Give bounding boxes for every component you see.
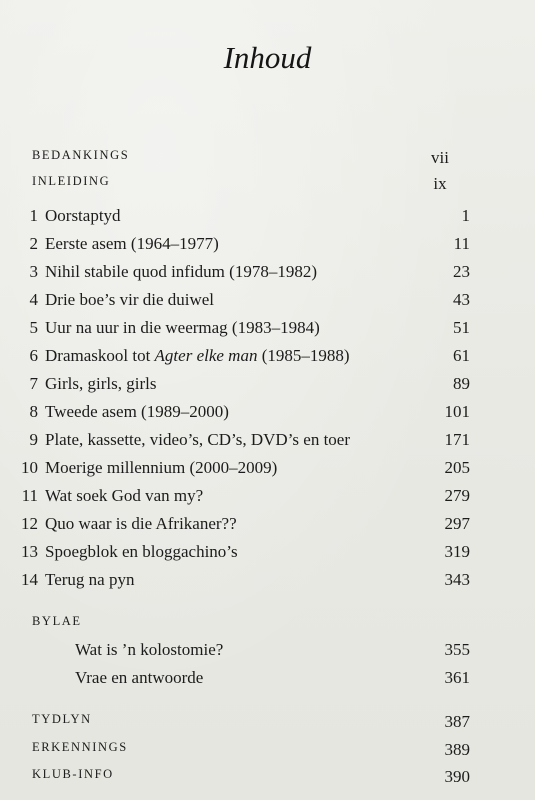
- toc-entry-label: BEDANKINGS: [32, 148, 130, 162]
- toc-chapter-1: [0, 206, 535, 232]
- chapter-title: Nihil stabile quod infidum (1978–1982): [45, 262, 317, 281]
- chapter-number: 12: [21, 514, 38, 533]
- appendix-heading: BYLAE: [32, 614, 82, 628]
- toc-entry-label: INLEIDING: [32, 174, 111, 188]
- chapter-page: 61: [453, 346, 470, 365]
- chapter-title: Plate, kassette, video’s, CD’s, DVD’s en toer: [45, 430, 351, 449]
- toc-chapter-6: [0, 346, 535, 372]
- chapter-page: 171: [444, 430, 470, 449]
- toc-appendix-item-1: [0, 640, 535, 666]
- appendix-item-page: 355: [444, 640, 470, 659]
- toc-entry-page: 390: [444, 767, 470, 786]
- chapter-title: Oorstaptyd: [45, 206, 121, 225]
- toc-entry-page: ix: [433, 174, 447, 193]
- toc-chapter-5: [0, 318, 535, 344]
- chapter-page: 205: [444, 458, 470, 477]
- toc-chapter-9: [0, 430, 535, 456]
- chapter-title: Girls, girls, girls: [45, 374, 157, 393]
- chapter-page: 319: [444, 542, 470, 561]
- chapter-page: 279: [444, 486, 470, 505]
- toc-chapter-10: [0, 458, 535, 484]
- toc-entry-tydlyn: [0, 712, 535, 738]
- toc-chapter-2: [0, 234, 535, 260]
- chapter-number: 14: [21, 570, 38, 589]
- toc-chapter-3: [0, 262, 535, 288]
- appendix-item-title: Vrae en antwoorde: [75, 668, 204, 687]
- toc-entry-page: 387: [444, 712, 470, 731]
- chapter-title: Terug na pyn: [45, 570, 135, 589]
- toc-entry-klub-info: [0, 767, 535, 793]
- chapter-title: Moerige millennium (2000–2009): [45, 458, 278, 477]
- toc-chapter-11: [0, 486, 535, 512]
- chapter-title: [45, 346, 350, 366]
- appendix-item-title: Wat is ’n kolostomie?: [75, 640, 224, 659]
- chapter-page: 89: [453, 374, 470, 393]
- toc-entry-label: KLUB-INFO: [32, 767, 114, 781]
- toc-chapter-8: [0, 402, 535, 428]
- chapter-page: 297: [444, 514, 470, 533]
- chapter-number: 1: [29, 206, 38, 225]
- chapter-page: 101: [444, 402, 470, 421]
- chapter-page: 11: [453, 234, 470, 253]
- chapter-title: Spoegblok en bloggachino’s: [45, 542, 238, 561]
- toc-section-bylae: [0, 614, 535, 640]
- toc-appendix-item-2: [0, 668, 535, 694]
- chapter-title: Drie boe’s vir die duiwel: [45, 290, 215, 309]
- chapter-page: 1: [461, 206, 470, 225]
- toc-chapter-14: [0, 570, 535, 596]
- appendix-item-page: 361: [444, 668, 470, 687]
- chapter-number: 11: [21, 486, 38, 505]
- toc-entry-label: ERKENNINGS: [32, 740, 128, 754]
- chapter-number: 4: [29, 290, 38, 309]
- chapter-number: 3: [29, 262, 38, 281]
- toc-entry-page: 389: [444, 740, 470, 759]
- chapter-number: 9: [29, 430, 38, 449]
- chapter-title: Quo waar is die Afrikaner??: [45, 514, 237, 533]
- chapter-title-italic: Agter elke man: [154, 346, 258, 365]
- chapter-page: 51: [453, 318, 470, 337]
- toc-chapter-13: [0, 542, 535, 568]
- chapter-page: 43: [453, 290, 470, 309]
- toc-entry-bedankings: [0, 148, 535, 174]
- chapter-page: 343: [444, 570, 470, 589]
- chapter-title: Eerste asem (1964–1977): [45, 234, 219, 253]
- page-title: Inhoud: [223, 40, 312, 75]
- toc-chapter-12: [0, 514, 535, 540]
- toc-entry-erkennings: [0, 740, 535, 766]
- chapter-number: 10: [21, 458, 38, 477]
- toc-chapter-4: [0, 290, 535, 316]
- chapter-number: 2: [29, 234, 38, 253]
- chapter-title: Uur na uur in die weermag (1983–1984): [45, 318, 320, 337]
- toc-entry-page: vii: [431, 148, 449, 167]
- chapter-page: 23: [453, 262, 470, 281]
- chapter-title: Tweede asem (1989–2000): [45, 402, 229, 421]
- chapter-number: 6: [29, 346, 38, 365]
- chapter-number: 8: [29, 402, 38, 421]
- chapter-number: 5: [29, 318, 38, 337]
- chapter-number: 13: [21, 542, 38, 561]
- chapter-number: 7: [29, 374, 38, 393]
- chapter-title-post: (1985–1988): [257, 346, 350, 365]
- chapter-title: Wat soek God van my?: [45, 486, 204, 505]
- toc-entry-label: TYDLYN: [32, 712, 92, 726]
- toc-chapter-7: [0, 374, 535, 400]
- chapter-title-pre: Dramaskool tot: [45, 346, 155, 365]
- toc-entry-inleiding: [0, 174, 535, 200]
